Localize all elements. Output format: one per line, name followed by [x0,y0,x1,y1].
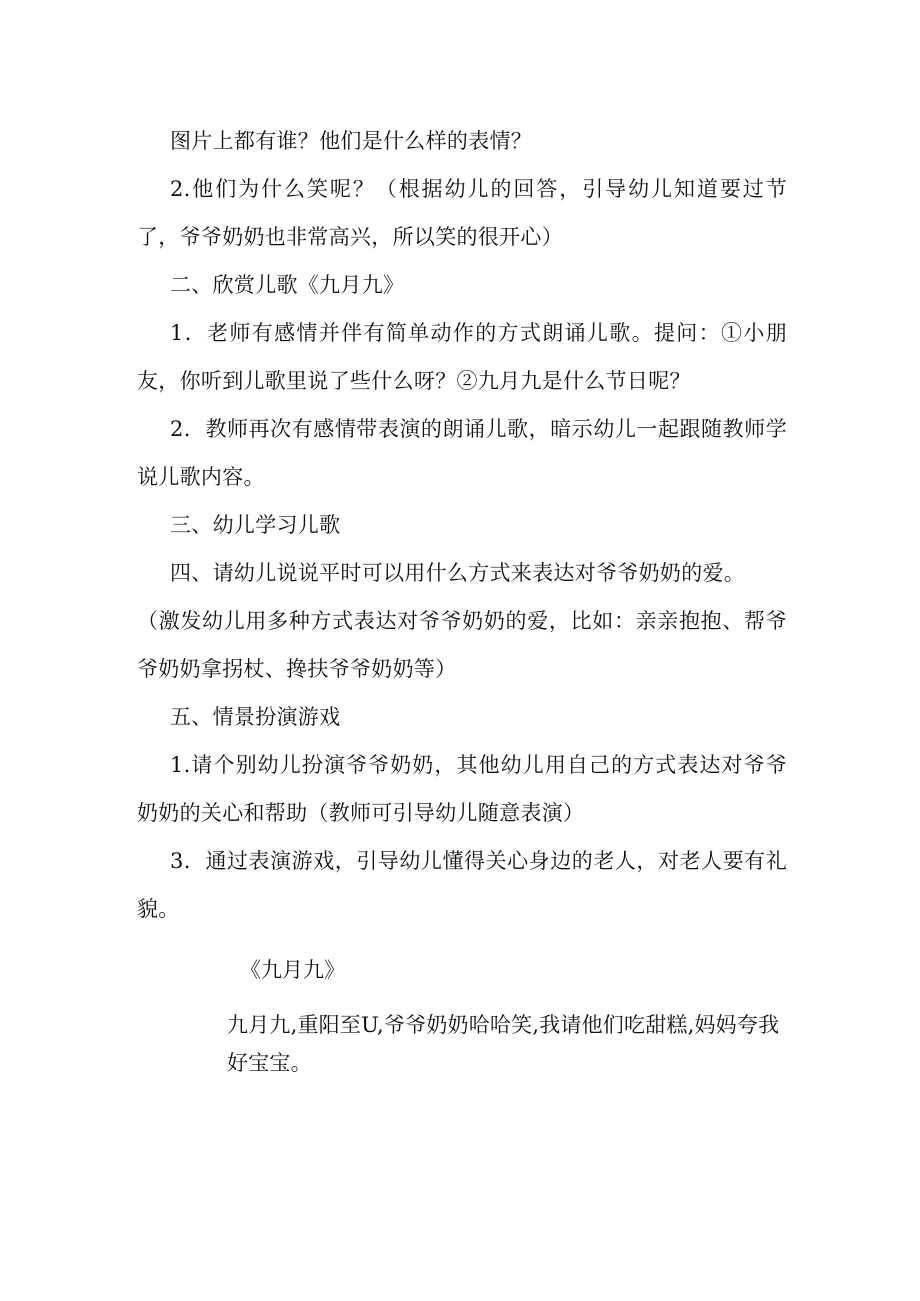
paragraph-teacher-recite: 1．老师有感情并伴有简单动作的方式朗诵儿歌。提问：①小朋友，你听到儿歌里说了些什么呀？②九月九是什么节日呢？ [137,321,787,393]
paragraph-respect-elders: 3．通过表演游戏，引导幼儿懂得关心身边的老人，对老人要有礼貌。 [137,849,787,921]
poem-body: 九月九,重阳至U,爷爷奶奶哈哈笑,我请他们吃甜糕,妈妈夸我好宝宝。 [227,1013,780,1075]
paragraph-role-play-grandparents: 1.请个别幼儿扮演爷爷奶奶，其他幼儿用自己的方式表达对爷爷奶奶的关心和帮助（教师可引导幼儿随意表演） [137,753,787,825]
section-heading-learn-song: 三、幼儿学习儿歌 [170,513,341,537]
paragraph-picture-question: 图片上都有谁？他们是什么样的表情？ [170,129,533,153]
paragraph-teacher-perform: 2．教师再次有感情带表演的朗诵儿歌，暗示幼儿一起跟随教师学说儿歌内容。 [137,417,787,489]
section-heading-express-love: 四、请幼儿说说平时可以用什么方式来表达对爷爷奶奶的爱。 [170,561,746,585]
paragraph-why-laugh: 2.他们为什么笑呢？（根据幼儿的回答，引导幼儿知道要过节了，爷爷奶奶也非常高兴，所以笑的很开心） [137,177,787,249]
paragraph-express-love-examples: （激发幼儿用多种方式表达对爷爷奶奶的爱，比如：亲亲抱抱、帮爷爷奶奶拿拐杖、搀扶爷爷奶奶等） [137,609,787,681]
poem-title: 《九月九》 [240,958,345,982]
section-heading-role-play: 五、情景扮演游戏 [170,705,341,729]
section-heading-appreciate-song: 二、欣赏儿歌《九月九》 [170,273,405,297]
